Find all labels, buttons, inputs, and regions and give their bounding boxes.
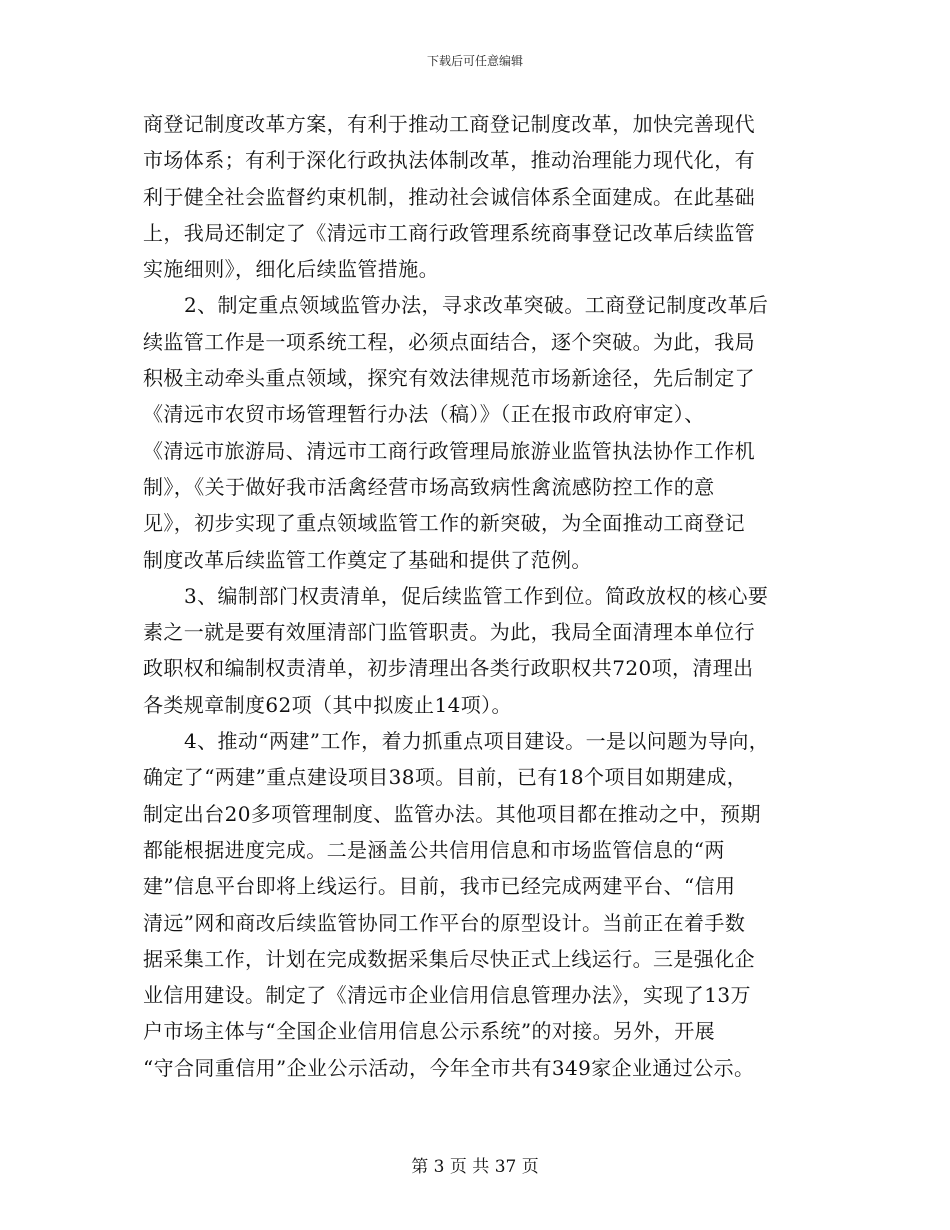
paragraph-start-line: 3、编制部门权责清单，促后续监管工作到位。简政放权的核心要 [184,583,769,608]
body-line: 见》，初步实现了重点领域监管工作的新突破，为全面推动工商登记 [143,511,745,536]
body-line: 制度改革后续监管工作奠定了基础和提供了范例。 [143,547,592,572]
paragraph-start-line: 2、制定重点领域监管办法，寻求改革突破。工商登记制度改革后 [184,293,769,318]
body-line: 业信用建设。制定了《清远市企业信用信息管理办法》，实现了13万 [143,983,751,1008]
body-line: 制》，《关于做好我市活禽经营市场高致病性禽流感防控工作的意 [143,474,715,499]
document-body [143,106,833,1086]
page-header: 下载后可任意编辑 [426,54,523,68]
body-line: 积极主动牵头重点领域，探究有效法律规范市场新途径，先后制定了 [143,366,755,391]
body-line: 市场体系；有利于深化行政执法体制改革，推动治理能力现代化，有 [143,148,755,173]
body-line: 续监管工作是一项系统工程，必须点面结合，逐个突破。为此，我局 [143,329,755,354]
body-line: “守合同重信用”企业公示活动，今年全市共有349家企业通过公示。 [143,1055,755,1080]
body-line: 利于健全社会监督约束机制，推动社会诚信体系全面建成。在此基础 [143,184,755,209]
body-line: 《清远市农贸市场管理暂行办法（稿）》（正在报市政府审定）、 [143,402,705,427]
body-line: 商登记制度改革方案，有利于推动工商登记制度改革，加快完善现代 [143,112,755,136]
body-line: 制定出台20多项管理制度、监管办法。其他项目都在推动之中，预期 [143,801,761,826]
body-line: 据采集工作，计划在完成数据采集后尽快正式上线运行。三是强化企 [143,946,755,971]
body-line: 政职权和编制权责清单，初步清理出各类行政职权共720项，清理出 [143,656,754,681]
body-line: 素之一就是要有效厘清部门监管职责。为此，我局全面清理本单位行 [143,620,755,645]
body-line: 实施细则》，细化后续监管措施。 [143,257,439,282]
body-line: 户市场主体与“全国企业信用信息公示系统”的对接。另外，开展 [143,1019,716,1044]
body-line: 确定了“两建”重点建设项目38项。目前，已有18个项目如期建成， [143,765,748,790]
page-number-footer: 第 3 页 共 37 页 [411,1157,539,1177]
body-line: 上，我局还制定了《清远市工商行政管理系统商事登记改革后续监管 [143,220,755,245]
body-line: 建”信息平台即将上线运行。目前，我市已经完成两建平台、“信用 [143,874,736,899]
body-line: 清远”网和商改后续监管协同工作平台的原型设计。当前正在着手数 [143,910,746,935]
body-line: 《清远市旅游局、清远市工商行政管理局旅游业监管执法协作工作机 [143,438,755,463]
body-line: 都能根据进度完成。二是涵盖公共信用信息和市场监管信息的“两 [143,837,725,862]
paragraph-start-line: 4、推动“两建”工作，着力抓重点项目建设。一是以问题为导向， [184,729,770,754]
body-line: 各类规章制度62项（其中拟废止14项）。 [143,692,512,717]
